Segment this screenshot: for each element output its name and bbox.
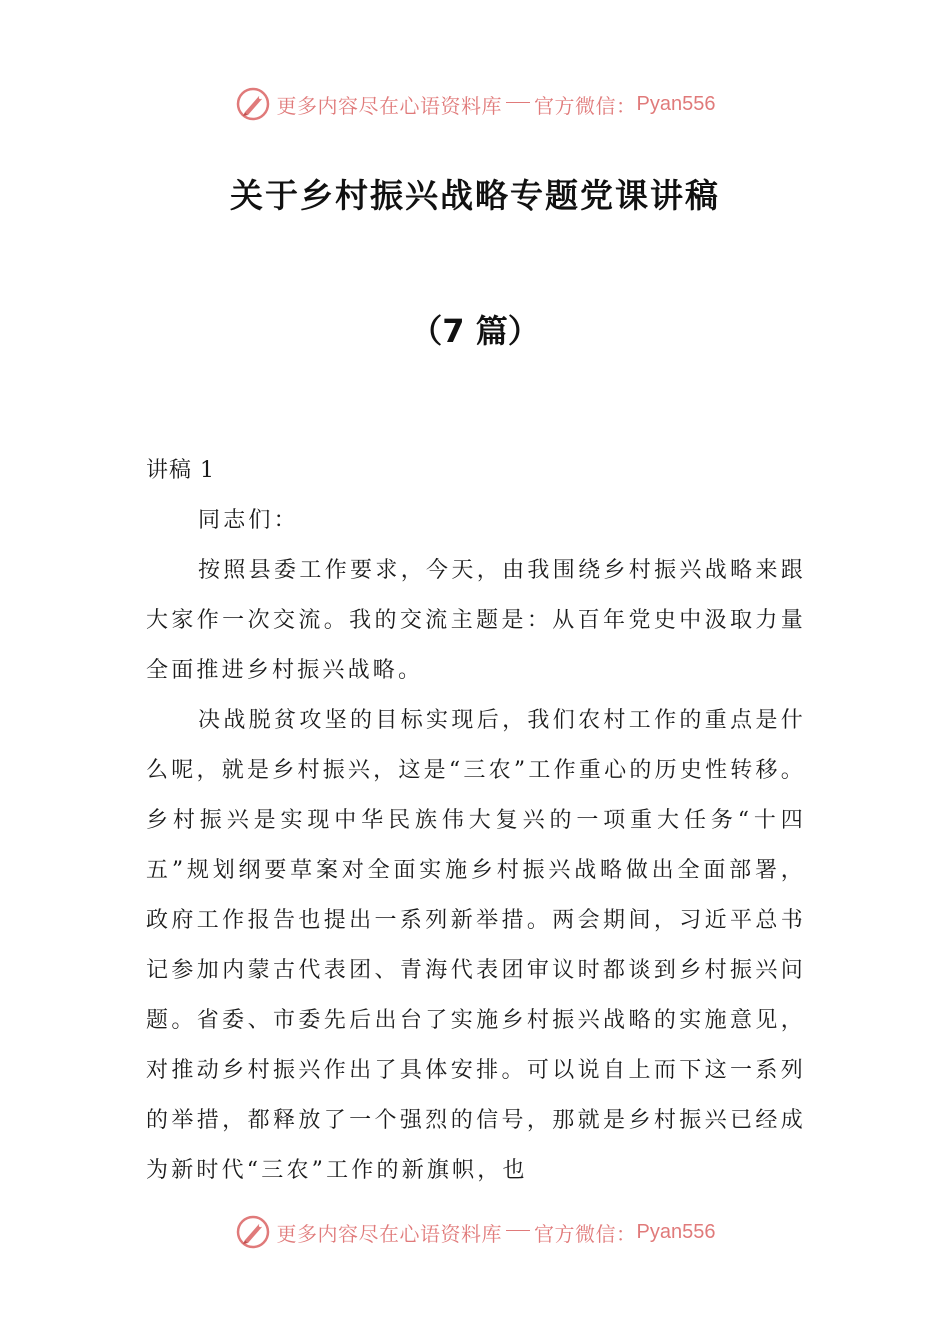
paragraph-intro: 按照县委工作要求，今天，由我围绕乡村振兴战略来跟大家作一次交流。我的交流主题是：从百年党史中汲取力量全面推进乡村振兴战略。 [146,558,806,683]
document-title: 关于乡村振兴战略专题党课讲稿 [230,176,720,215]
watermark-text: 更多内容尽在心语资料库 [276,93,503,118]
pen-logo-icon [235,86,271,122]
document-subtitle: （7 篇） [410,312,540,350]
document-body [146,446,806,1196]
paragraph-salutation: 同志们： [198,508,299,533]
watermark-suffix: 官方微信： [534,1221,637,1246]
paragraph-main: 决战脱贫攻坚的目标实现后，我们农村工作的重点是什么呢，就是乡村振兴，这是“三农”工作重心的历史性转移。乡村振兴是实现中华民族伟大复兴的一项重大任务“十四五”规划纲要草案对全面实施乡村振兴战略做出全面部署，政府工作报告也提出一系列新举措。两会期间，习近平总书记参加内蒙古代表团、青海代表团审议时都谈到乡村振兴问题。省委、市委先后出台了实施乡村振兴战略的实施意见，对推动乡村振兴作出了具体安排。可以说自上而下这一系列的举措，都释放了一个强烈的信号，那就是乡村振兴已经成为新时代“三农”工作的新旗帜，也 [146,708,806,1183]
watermark-dash [506,102,530,103]
watermark-footer [0,1212,950,1252]
watermark-text: 更多内容尽在心语资料库 [276,1221,503,1246]
watermark-wechat-id: Pyan556 [636,1220,716,1243]
watermark-dash [506,1230,530,1231]
watermark-suffix: 官方微信： [534,93,637,118]
section-heading: 讲稿 1 [146,458,215,483]
watermark-header [0,84,950,124]
watermark-wechat-id: Pyan556 [636,92,716,115]
pen-logo-icon [235,1214,271,1250]
